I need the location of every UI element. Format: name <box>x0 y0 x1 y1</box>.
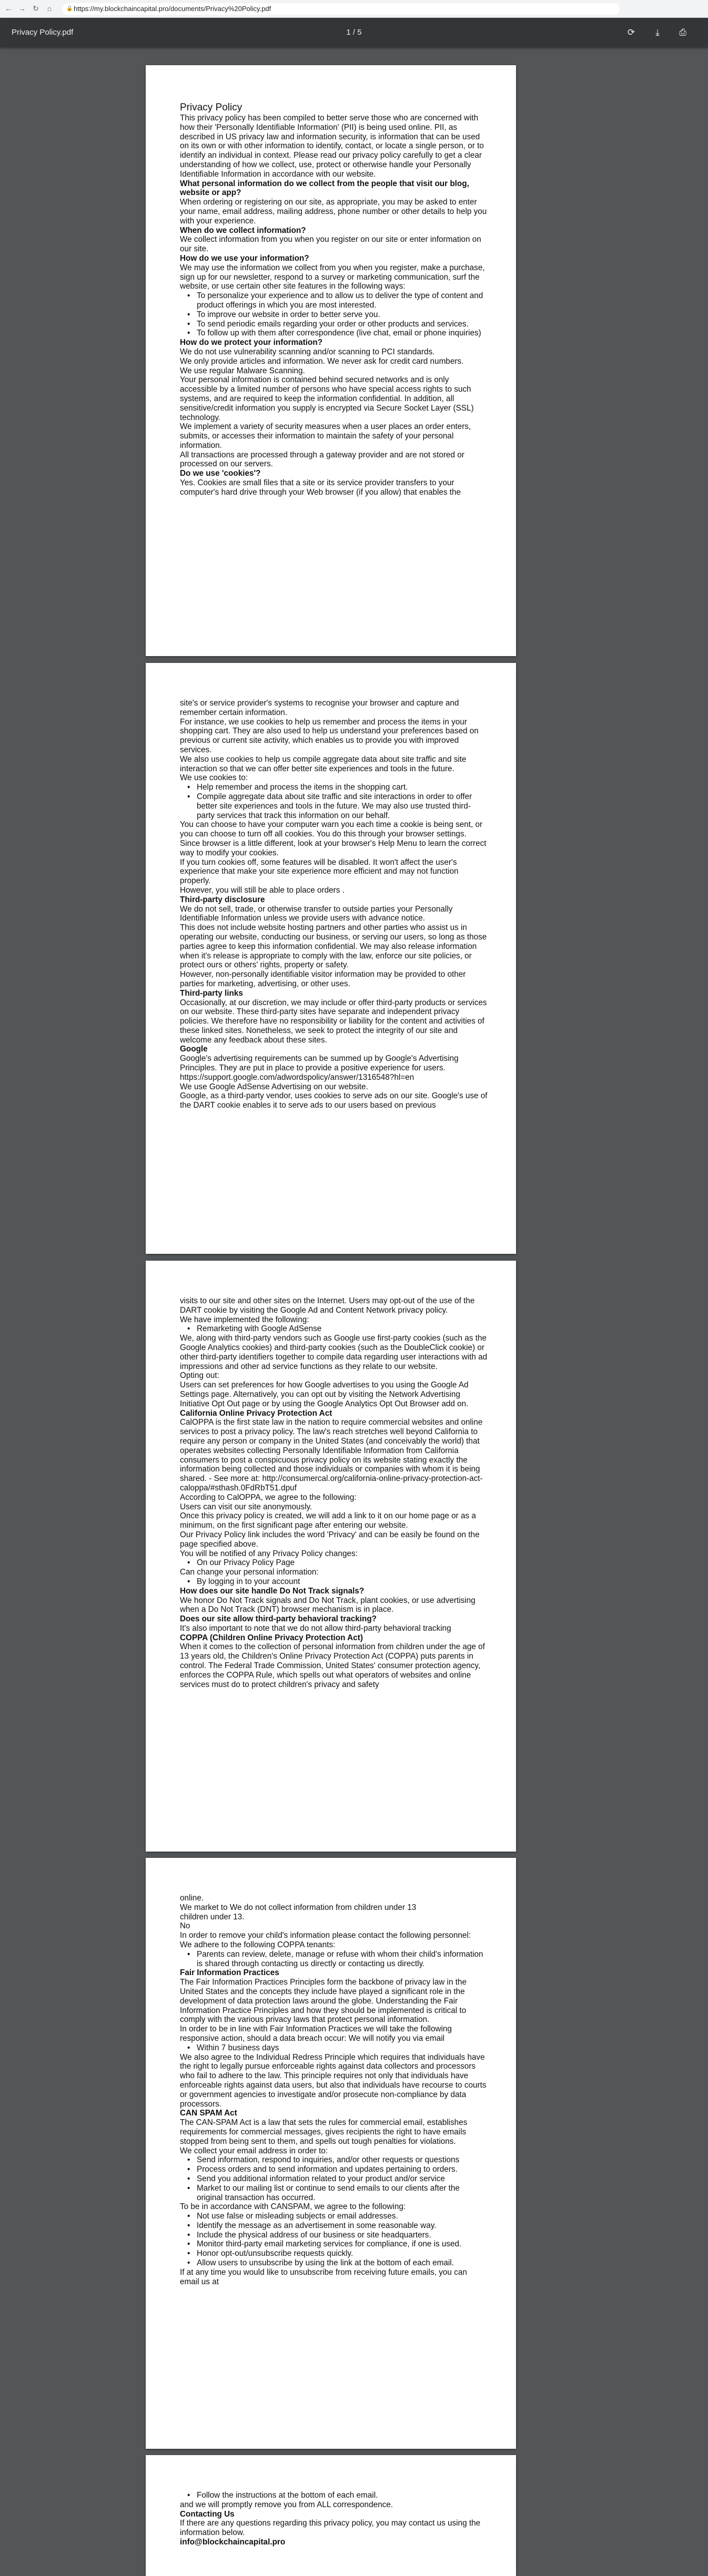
page-content <box>180 699 488 1110</box>
paragraph: We use cookies to: <box>180 773 248 783</box>
paragraph: We may use the information we collect from you when you register, make a purchase, sign up for our newsletter, respond to a survey or marketing communication, surf the website, or use certain other site features in the following ways: <box>180 263 485 291</box>
paragraph: We collect information from you when you register on our site or enter information on our site. <box>180 235 481 254</box>
paragraph: visits to our site and other sites on the Internet. Users may opt-out of the use of the DART cookie by visiting the Google Ad and Content Network privacy policy. <box>180 1296 475 1315</box>
bullet-item: • Send you additional information related to your product and/or service <box>180 2174 488 2184</box>
section-heading: COPPA (Children Online Privacy Protection Act) <box>180 1633 363 1642</box>
paragraph: In order to be in line with Fair Information Practices we will take the following responsive action, should a data breach occur: We will notify you via email <box>180 2025 452 2043</box>
document-title: Privacy Policy.pdf <box>12 28 74 37</box>
pdf-page-1 <box>146 65 516 656</box>
paragraph: We use regular Malware Scanning. <box>180 366 305 375</box>
paragraph: We, along with third-party vendors such as Google use first-party cookies (such as the Google Analytics cookies) and third-party cookies (such as the DoubleClick cookie) or other third-party identifiers together to compile data regarding user interactions with ad impressions and other ad service functions as they relate to our website. <box>180 1334 488 1371</box>
paragraph: This does not include website hosting partners and other parties who assist us in operating our website, conducting our business, or serving our users, so long as those parties agree to keep this information confidential. We may also release information when it's release is appropriate to comply with the law, enforce our site policies, or protect ours or others' rights, property or safety. <box>180 923 487 970</box>
paragraph: Google's advertising requirements can be summed up by Google's Advertising Principles. They are put in place to provide a positive experience for users. https://support.google.com/adwordspolicy/answer/1316548?hl=en <box>180 1054 459 1082</box>
paragraph: Your personal information is contained behind secured networks and is only accessible by a limited number of persons who have special access rights to such systems, and are required to keep the information confidential. In addition, all sensitive/credit information you supply is encrypted via Secure Socket Layer (SSL) technology. <box>180 375 474 422</box>
paragraph: We adhere to the following COPPA tenants: <box>180 1940 336 1949</box>
paragraph: We only provide articles and information. We never ask for credit card numbers. <box>180 356 464 366</box>
bullet-item: • To improve our website in order to better serve you. <box>180 310 488 320</box>
paragraph: Users can set preferences for how Google advertises to you using the Google Ad Settings page. Alternatively, you can opt out by visiting the Network Advertising Initiative Opt Out page or by using the Google Analytics Opt Out Browser add on. <box>180 1381 469 1408</box>
paragraph: If you turn cookies off, some features will be disabled. It won't affect the user's experience that make your site experience more efficient and may not function properly. <box>180 857 459 886</box>
pdf-page-5 <box>146 2455 516 2576</box>
paragraph: When ordering or registering on our site, as appropriate, you may be asked to enter your name, email address, mailing address, phone number or other details to help you with your experience. <box>180 198 487 226</box>
bullet-item: • Parents can review, delete, manage or refuse with whom their child's information is shared through contacting us directly or contacting us directly. <box>180 1950 488 1969</box>
section-heading: How do we use your information? <box>180 253 309 263</box>
paragraph: To be in accordance with CANSPAM, we agree to the following: <box>180 2202 406 2212</box>
section-heading: How do we protect your information? <box>180 338 323 347</box>
paragraph: You can choose to have your computer warn you each time a cookie is being sent, or you can choose to turn off all cookies. You do this through your browser settings. Since browser is a little different, look at your browser's Help Menu to learn the correct way to modify your cookies. <box>180 820 487 857</box>
section-heading: Fair Information Practices <box>180 1968 279 1978</box>
rotate-icon[interactable]: ⟳ <box>627 27 635 37</box>
paragraph: For instance, we use cookies to help us remember and process the items in your shopping cart. They are also used to help us understand your preferences based on previous or current site activity, which enables us to provide you with improved services. <box>180 717 479 754</box>
url-field[interactable] <box>62 3 620 15</box>
bullet-item: • Compile aggregate data about site traffic and site interactions in order to offer better site experiences and tools in the future. We may also use trusted third-party services that track this information on our behalf. <box>180 792 488 820</box>
section-heading: Contacting Us <box>180 2509 235 2519</box>
paragraph: We also agree to the Individual Redress Principle which requires that individuals have the right to legally pursue enforceable rights against data collectors and processors who fail to adhere to the law. This principle requires not only that individuals have enforceable rights against data users, but also that individuals have recourse to courts or government agencies to investigate and/or prosecute non-compliance by data processors. <box>180 2052 487 2109</box>
browser-address-bar <box>0 0 708 18</box>
bullet-item: • Follow the instructions at the bottom of each email. <box>180 2491 488 2500</box>
paragraph: No <box>180 1921 190 1931</box>
paragraph: We collect your email address in order to: <box>180 2146 328 2155</box>
paragraph: and we will promptly remove you from ALL correspondence. <box>180 2500 393 2509</box>
pdf-page-2 <box>146 663 516 1254</box>
lock-icon: 🔒 <box>66 6 73 12</box>
bullet-item: • Remarketing with Google AdSense <box>180 1324 488 1334</box>
page-content <box>180 102 488 497</box>
page-content <box>180 1296 488 1689</box>
section-heading: Do we use 'cookies'? <box>180 469 261 478</box>
paragraph: The Fair Information Practices Principles form the backbone of privacy law in the United States and the concepts they include have played a significant role in the development of data protection laws around the globe. Understanding the Fair Information Practice Principles and how they should be implemented is critical to comply with the various privacy laws that protect personal information. <box>180 1978 467 2025</box>
paragraph: CalOPPA is the first state law in the nation to require commercial websites and online services to post a privacy policy. The law's reach stretches well beyond California to require any person or company in the United States (and conceivably the world) that operates websites collecting Personally Identifiable Information from California consumers to post a conspicuous privacy policy on its website stating exactly the information being collected and those individuals or companies with whom it is being shared. - See more at: http://consumercal.org/california-online-privacy-protection-act-caloppa/#sthash.0FdRbT51.dpuf <box>180 1418 483 1493</box>
paragraph: We do not use vulnerability scanning and/or scanning to PCI standards. <box>180 347 435 356</box>
paragraph: If at any time you would like to unsubscribe from receiving future emails, you can email us at <box>180 2267 467 2286</box>
paragraph: Occasionally, at our discretion, we may include or offer third-party products or services on our website. These third-party sites have separate and independent privacy policies. We therefore have no responsibility or liability for the content and activities of these linked sites. Nonetheless, we seek to protect the integrity of our site and welcome any feedback about these sites. <box>180 998 487 1045</box>
paragraph: We use Google AdSense Advertising on our website. <box>180 1082 368 1091</box>
paragraph: The CAN-SPAM Act is a law that sets the rules for commercial email, establishes requirements for commercial messages, gives recipients the right to have emails stopped from being sent to them, and spells out tough penalties for violations. <box>180 2118 468 2146</box>
paragraph: Can change your personal information: <box>180 1568 319 1577</box>
page-content <box>180 2491 488 2547</box>
bullet-item: • Not use false or misleading subjects or email addresses. <box>180 2212 488 2221</box>
page-indicator: 1 / 5 <box>346 28 362 37</box>
pdf-page-4 <box>146 1858 516 2449</box>
reload-icon[interactable]: ↻ <box>33 4 39 13</box>
paragraph: online. <box>180 1894 204 1903</box>
url-text: https://my.blockchaincapital.pro/documents/Privacy%20Policy.pdf <box>74 5 271 13</box>
bullet-item: • Process orders and to send information and updates pertaining to orders. <box>180 2165 488 2174</box>
paragraph: However, you will still be able to place orders . <box>180 885 345 895</box>
paragraph: children under 13. <box>180 1912 245 1921</box>
paragraph: In order to remove your child's information please contact the following personnel: <box>180 1931 471 1940</box>
paragraph: You will be notified of any Privacy Policy changes: <box>180 1549 358 1558</box>
paragraph: If there are any questions regarding this privacy policy, you may contact us using the information below. <box>180 2519 481 2538</box>
section-heading: Third-party links <box>180 988 243 998</box>
section-heading: What personal information do we collect from the people that visit our blog, website or app? <box>180 179 469 198</box>
paragraph: This privacy policy has been compiled to better serve those who are concerned with how their 'Personally Identifiable Information' (PII) is being used online. PII, as described in US privacy law and information security, is information that can be used on its own or with other information to identify, contact, or locate a single person, or to identify an individual in context. Please read our privacy policy carefully to get a clear understanding of how we collect, use, protect or otherwise handle your Personally Identifiable Information in accordance with our website. <box>180 114 484 179</box>
bullet-item: • Within 7 business days <box>180 2043 488 2053</box>
forward-icon[interactable]: → <box>18 4 26 13</box>
bullet-item: • Send information, respond to inquiries, and/or other requests or questions <box>180 2155 488 2165</box>
paragraph: All transactions are processed through a gateway provider and are not stored or processed on our servers. <box>180 450 464 469</box>
print-icon[interactable]: ⎙ <box>679 27 686 37</box>
paragraph: We also use cookies to help us compile aggregate data about site traffic and site interaction so that we can offer better site experiences and tools in the future. <box>180 754 467 773</box>
bullet-item: • Include the physical address of our business or site headquarters. <box>180 2231 488 2240</box>
paragraph: We honor Do Not Track signals and Do Not Track, plant cookies, or use advertising when a Do Not Track (DNT) browser mechanism is in place. <box>180 1596 476 1614</box>
pdf-toolbar <box>0 18 708 47</box>
paragraph: Our Privacy Policy link includes the word 'Privacy' and can be easily be found on the page specified above. <box>180 1530 480 1549</box>
paragraph: Yes. Cookies are small files that a site or its service provider transfers to your computer's hard drive through your Web browser (if you allow) that enables the <box>180 478 461 497</box>
paragraph: According to CalOPPA, we agree to the following: <box>180 1493 357 1502</box>
bullet-item: • Market to our mailing list or continue to send emails to our clients after the original transaction has occurred. <box>180 2184 488 2203</box>
bullet-item: • To personalize your experience and to allow us to deliver the type of content and product offerings in which you are most interested. <box>180 291 488 310</box>
section-heading: CAN SPAM Act <box>180 2109 237 2118</box>
section-heading: Third-party disclosure <box>180 895 265 904</box>
paragraph: Opting out: <box>180 1371 219 1381</box>
paragraph: We have implemented the following: <box>180 1315 309 1324</box>
bullet-item: • To send periodic emails regarding your order or other products and services. <box>180 320 488 329</box>
section-heading: How does our site handle Do Not Track signals? <box>180 1586 365 1596</box>
paragraph: It's also important to note that we do not allow third-party behavioral tracking <box>180 1623 451 1633</box>
paragraph: We do not sell, trade, or otherwise transfer to outside parties your Personally Identifiable Information unless we provide users with advance notice. <box>180 904 453 923</box>
paragraph: site's or service provider's systems to recognise your browser and capture and remember certain information. <box>180 699 459 717</box>
page-content <box>180 1894 488 2286</box>
bullet-item: • Help remember and process the items in the shopping cart. <box>180 783 488 792</box>
bullet-item: • Honor opt-out/unsubscribe requests quickly. <box>180 2249 488 2258</box>
paragraph: Google, as a third-party vendor, uses cookies to serve ads on our site. Google's use of the DART cookie enables it to serve ads to our users based on previous <box>180 1091 488 1110</box>
download-icon[interactable]: ⤓ <box>655 27 660 37</box>
section-heading: California Online Privacy Protection Act <box>180 1408 332 1418</box>
bullet-item: • Identify the message as an advertisement in some reasonable way. <box>180 2221 488 2231</box>
paragraph: We implement a variety of security measures when a user places an order enters, submits, or accesses their information to maintain the safety of your personal information. <box>180 422 471 450</box>
bullet-item: • On our Privacy Policy Page <box>180 1558 488 1568</box>
section-heading: When do we collect information? <box>180 226 306 235</box>
paragraph: When it comes to the collection of personal information from children under the age of 13 years old, the Children's Online Privacy Protection Act (COPPA) puts parents in control. The Federal Trade Commission, United States' consumer protection agency, enforces the COPPA Rule, which spells out what operators of websites and online services must do to protect children's privacy and safety <box>180 1642 485 1689</box>
home-icon[interactable]: ⌂ <box>47 4 52 13</box>
paragraph: Users can visit our site anonymously. <box>180 1502 312 1511</box>
contact-email: info@blockchaincapital.pro <box>180 2537 286 2547</box>
back-icon[interactable]: ← <box>5 4 12 13</box>
document-heading: Privacy Policy <box>180 102 242 113</box>
paragraph: However, non-personally identifiable visitor information may be provided to other parties for marketing, advertising, or other uses. <box>180 970 466 988</box>
bullet-item: • Allow users to unsubscribe by using the link at the bottom of each email. <box>180 2258 488 2268</box>
section-heading: Does our site allow third-party behavioral tracking? <box>180 1614 377 1624</box>
bullet-item: • By logging in to your account <box>180 1577 488 1587</box>
bullet-item: • To follow up with them after correspondence (live chat, email or phone inquiries) <box>180 329 488 338</box>
paragraph: Once this privacy policy is created, we will add a link to it on our home page or as a minimum, on the first significant page after entering our website. <box>180 1511 476 1530</box>
bullet-item: • Monitor third-party email marketing services for compliance, if one is used. <box>180 2240 488 2249</box>
section-heading: Google <box>180 1045 208 1054</box>
pdf-page-3 <box>146 1261 516 1852</box>
paragraph: We market to We do not collect information from children under 13 <box>180 1903 417 1912</box>
